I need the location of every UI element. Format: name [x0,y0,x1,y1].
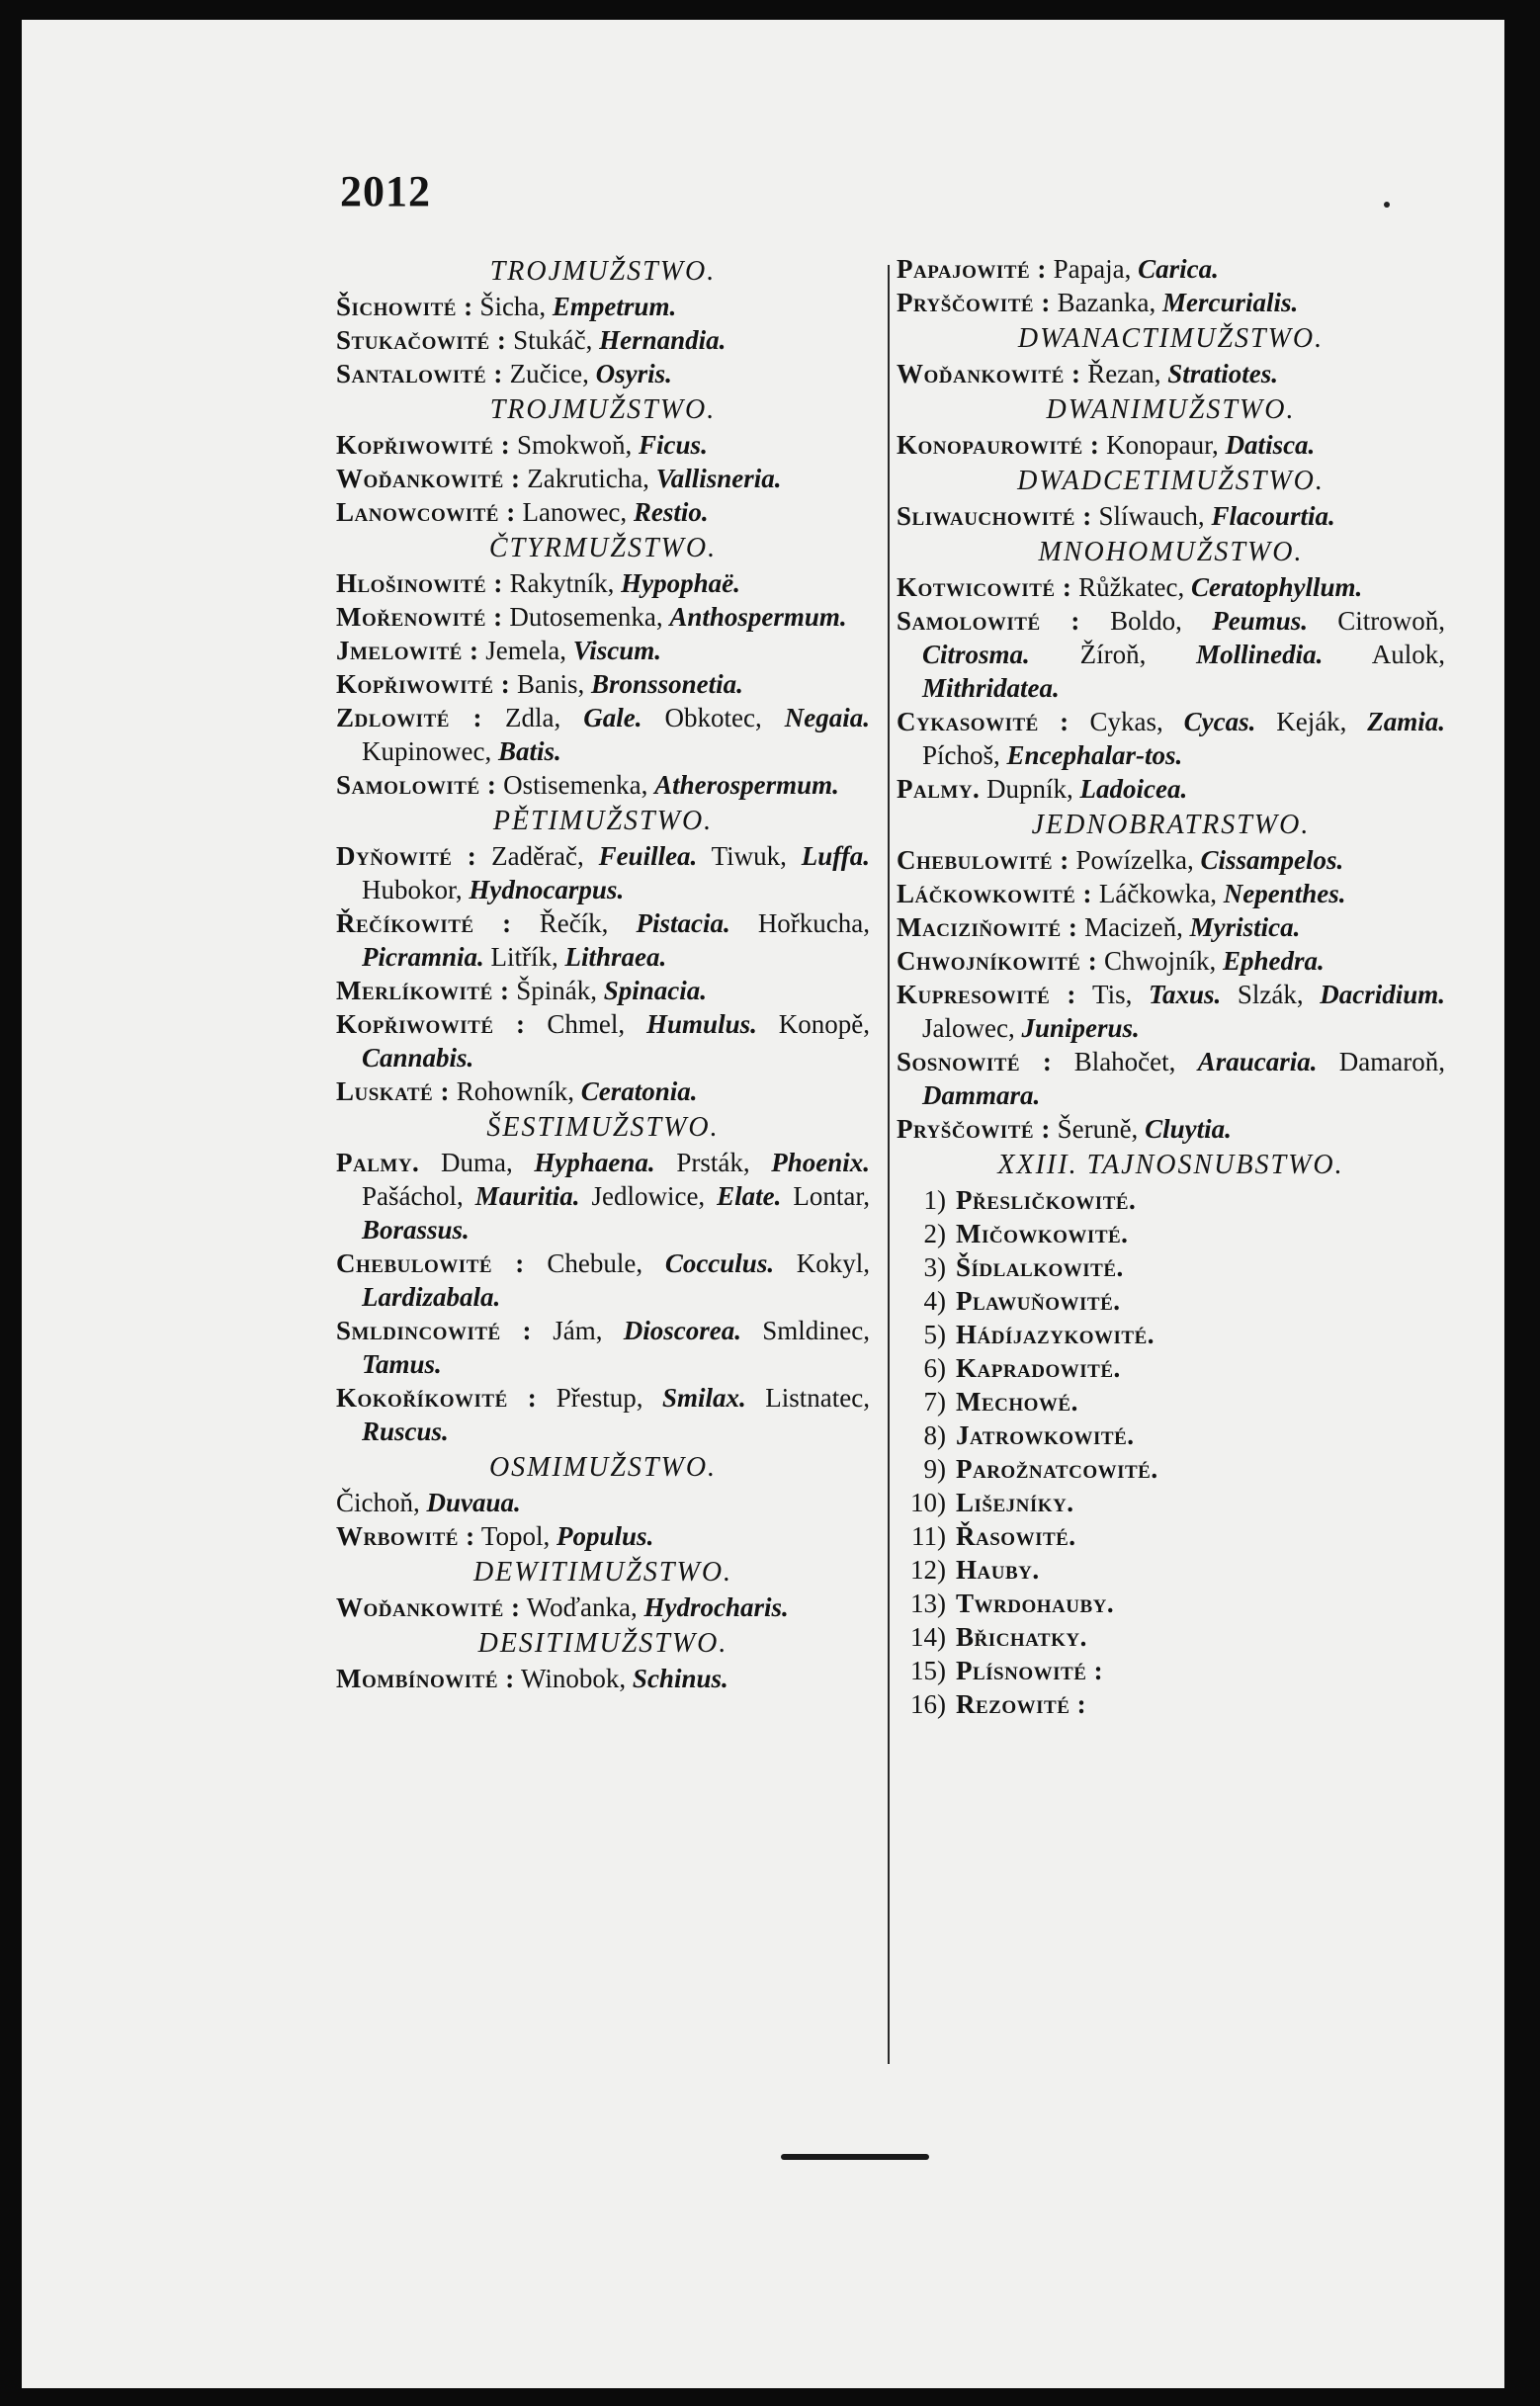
czech-name: Zdla, [504,703,561,732]
class-list-item [897,1620,1445,1654]
class-list-item [897,1452,1445,1486]
latin-genus: Taxus. [1148,980,1222,1009]
czech-name: Píchoš, [922,740,1000,770]
family-entry [897,944,1445,978]
latin-genus: Duvaua. [426,1488,521,1517]
ink-dot [1384,202,1390,208]
family-entry [897,499,1445,533]
czech-name: Jedlowice, [591,1181,706,1211]
family-entry [897,570,1445,604]
czech-name: Láčkowka, [1098,879,1218,908]
czech-name: Jám, [553,1316,603,1345]
latin-genus: Lardizabala. [362,1282,501,1312]
latin-genus: Spinacia. [603,976,708,1005]
class-list-item [897,1385,1445,1418]
czech-name: Duma, [440,1148,513,1177]
family-name: Mechowé. [956,1387,1078,1417]
latin-genus: Zamia. [1367,707,1446,736]
family-name: Mombínowité : [336,1664,515,1693]
family-name: Plawuňowité. [956,1286,1121,1316]
czech-name: Woďanka, [526,1592,638,1622]
czech-name: Rakytník, [509,568,615,598]
czech-name: Papaja, [1053,254,1132,284]
item-number: 2) [923,1219,946,1248]
family-name: Santalowité : [336,359,503,388]
item-number: 10) [910,1488,946,1517]
section-heading: PĚTIMUŽSTWO. [492,806,714,836]
family-entry [336,1007,870,1074]
item-number: 8) [923,1420,946,1450]
class-list-item [897,1217,1445,1250]
family-entry [336,1246,870,1314]
latin-genus: Lithraea. [564,942,667,972]
czech-name: Ostisemenka, [503,770,648,800]
book-page [22,20,1504,2388]
latin-genus: Ephedra. [1222,946,1325,976]
class-list-item [897,1587,1445,1620]
czech-name: Blahočet, [1073,1047,1176,1076]
family-entry [897,252,1445,286]
family-entry [897,286,1445,319]
family-name: Samolowité : [897,606,1080,636]
section-heading: ŠESTIMUŽSTWO. [486,1112,720,1143]
item-number: 15) [910,1656,946,1685]
czech-name: Špinák, [516,976,597,1005]
section-heading: JEDNOBRATRSTWO. [1031,810,1311,840]
class-list-item [897,1418,1445,1452]
latin-genus: Dioscorea. [623,1316,741,1345]
czech-name: Chebule, [547,1248,643,1278]
family-name: Lanowcowité : [336,497,516,527]
family-entry [897,705,1445,772]
latin-genus: Empetrum. [552,292,677,321]
family-entry [336,462,870,495]
class-list-item [897,1519,1445,1553]
family-name: Twrdohauby. [956,1589,1115,1618]
latin-genus: Viscum. [572,636,662,665]
czech-name: Listnatec, [765,1383,870,1413]
family-name: Kupresowité : [897,980,1076,1009]
czech-name: Jalowec, [922,1013,1015,1043]
czech-name: Konopaur, [1106,430,1219,460]
section-heading: DEWITIMUŽSTWO. [472,1557,733,1588]
latin-genus: Carica. [1138,254,1219,284]
latin-genus: Borassus. [362,1215,470,1245]
latin-genus: Ruscus. [362,1417,449,1446]
family-name: Pryščowité : [897,288,1051,317]
czech-name: Powízelka, [1075,845,1194,875]
latin-genus: Vallisneria. [655,464,782,493]
family-entry [336,323,870,357]
latin-genus: Mercurialis. [1162,288,1299,317]
family-entry [336,634,870,667]
czech-name: Tiwuk, [711,841,787,871]
latin-genus: Elate. [717,1181,782,1211]
latin-genus: Ficus. [639,430,708,460]
family-name: Smldincowité : [336,1316,532,1345]
czech-name: Slíwauch, [1098,501,1205,531]
family-name: Stukačowité : [336,325,507,355]
family-name: Hádíjazykowité. [956,1320,1155,1349]
class-list-item [897,1486,1445,1519]
class-list-item [897,1250,1445,1284]
item-number: 3) [923,1252,946,1282]
czech-name: Konopě, [778,1009,870,1039]
czech-name: Pašáchol, [362,1181,464,1211]
section-heading: DWANIMUŽSTWO. [1046,394,1296,425]
czech-name: Obkotec, [664,703,762,732]
item-number: 11) [911,1521,946,1551]
latin-genus: Osyris. [595,359,672,388]
latin-genus: Phoenix. [771,1148,870,1177]
czech-name: Boldo, [1110,606,1182,636]
czech-name: Banis, [517,669,585,699]
latin-genus: Nepenthes. [1223,879,1346,908]
family-name: Hlošinowité : [336,568,503,598]
latin-genus: Juniperus. [1021,1013,1140,1043]
latin-genus: Datisca. [1225,430,1316,460]
family-name: Luskaté : [336,1076,450,1106]
family-name: Rezowité : [956,1689,1087,1719]
item-number: 5) [923,1320,946,1349]
family-entry [336,566,870,600]
item-number: 13) [910,1589,946,1618]
family-entry [897,1112,1445,1146]
section-heading: XXIII. TAJNOSNUBSTWO. [997,1150,1344,1180]
czech-name: Hořkucha, [757,908,871,938]
family-name: Řečíkowité : [336,908,512,938]
family-name: Láčkowkowité : [897,879,1093,908]
czech-name: Hubokor, [362,875,463,904]
czech-name: Dutosemenka, [509,602,663,632]
latin-genus: Myristica. [1189,912,1301,942]
family-name: Kopřiwowité : [336,1009,526,1039]
latin-genus: Flacourtia. [1211,501,1335,531]
family-name: Šídlalkowité. [956,1252,1124,1282]
family-entry [897,877,1445,910]
family-name: Jatrowkowité. [956,1420,1135,1450]
family-name: Mořenowité : [336,602,503,632]
latin-genus: Smilax. [662,1383,746,1413]
item-number: 4) [923,1286,946,1316]
latin-genus: Citrosma. [922,640,1030,669]
czech-name: Bazanka, [1057,288,1156,317]
family-name: Samolowité : [336,770,497,800]
family-entry [897,978,1445,1045]
family-entry [336,1074,870,1108]
family-entry [897,604,1445,705]
czech-name: Zučice, [509,359,589,388]
item-number: 1) [923,1185,946,1215]
family-name: Chwojníkowité : [897,946,1098,976]
latin-genus: Hydnocarpus. [469,875,625,904]
czech-name: Dupník, [986,774,1073,804]
latin-genus: Cissampelos. [1200,845,1344,875]
family-name: Řasowité. [956,1521,1076,1551]
column-divider [888,265,890,2064]
czech-name: Aulok, [1371,640,1445,669]
latin-genus: Ceratophyllum. [1191,572,1363,602]
family-name: Hauby. [956,1555,1040,1585]
family-entry [336,1146,870,1246]
family-entry [336,701,870,768]
item-number: 6) [923,1353,946,1383]
czech-name: Smokwoň, [517,430,633,460]
czech-name: Šicha, [479,292,547,321]
latin-genus: Populus. [556,1521,654,1551]
latin-genus: Bronssonetia. [591,669,743,699]
family-name: Cykasowité : [897,707,1069,736]
family-entry [336,600,870,634]
section-heading: TROJMUŽSTWO. [489,394,717,425]
latin-genus: Araucaria. [1197,1047,1318,1076]
latin-genus: Pistacia. [636,908,730,938]
czech-name: Kokyl, [796,1248,871,1278]
family-name: Palmy. [897,774,981,804]
family-name: Břichatky. [956,1622,1087,1652]
family-name: Parožnatcowité. [956,1454,1158,1484]
czech-name: Winobok, [521,1664,627,1693]
czech-name: Řečík, [539,908,609,938]
family-name: Dyňowité : [336,841,477,871]
family-name: Chebulowité : [897,845,1069,875]
latin-genus: Ceratonia. [580,1076,698,1106]
family-entry [897,772,1445,806]
latin-genus: Negaia. [784,703,870,732]
family-name: Kopřiwowité : [336,669,511,699]
section-heading: DESITIMUŽSTWO. [477,1628,728,1659]
czech-name: Cykas, [1089,707,1163,736]
latin-genus: Gale. [583,703,642,732]
latin-genus: Dammara. [922,1080,1041,1110]
latin-genus: Encephalar-tos. [1006,740,1183,770]
family-name: Papajowité : [897,254,1047,284]
family-entry [336,290,870,323]
latin-genus: Feuillea. [598,841,698,871]
czech-name: Citrowoň, [1337,606,1446,636]
latin-genus: Humulus. [646,1009,757,1039]
czech-name: Šeruně, [1057,1114,1139,1144]
czech-name: Lontar, [793,1181,871,1211]
latin-genus: Atherospermum. [654,770,839,800]
family-entry [336,839,870,906]
czech-name: Zaděrač, [491,841,584,871]
family-name: Woďankowité : [336,464,521,493]
latin-genus: Mithridatea. [922,673,1060,703]
czech-name: Kupinowec, [362,736,492,766]
section-heading: ČTYRMUŽSTWO. [488,533,718,563]
czech-name: Lanowec, [522,497,628,527]
czech-name: Keják, [1276,707,1347,736]
family-entry [336,428,870,462]
czech-name: Tis, [1092,980,1133,1009]
czech-name: Růžkatec, [1078,572,1185,602]
czech-name: Čichoň, [336,1488,420,1517]
latin-genus: Stratiotes. [1167,359,1278,388]
czech-name: Topol, [480,1521,551,1551]
family-entry [336,1381,870,1448]
family-entry [336,768,870,802]
latin-genus: Picramnia. [362,942,484,972]
family-entry [897,1045,1445,1112]
class-list-item [897,1654,1445,1687]
czech-name: Jemela, [485,636,567,665]
czech-name: Litřík, [490,942,558,972]
family-name: Merlíkowité : [336,976,510,1005]
item-number: 14) [910,1622,946,1652]
family-name: Zdlowité : [336,703,482,732]
family-name: Kapradowité. [956,1353,1121,1383]
latin-genus: Cocculus. [664,1248,775,1278]
class-list-item [897,1687,1445,1721]
family-name: Kokoříkowité : [336,1383,538,1413]
item-number: 16) [910,1689,946,1719]
czech-name: Chwojník, [1103,946,1217,976]
family-name: Šichowité : [336,292,473,321]
family-name: Woďankowité : [336,1592,521,1622]
family-entry [336,1590,870,1624]
family-name: Woďankowité : [897,359,1081,388]
latin-genus: Hernandia. [599,325,727,355]
czech-name: Rohowník, [456,1076,574,1106]
latin-genus: Restio. [633,497,709,527]
latin-genus: Peumus. [1212,606,1308,636]
latin-genus: Dacridium. [1320,980,1445,1009]
latin-genus: Ladoicea. [1079,774,1188,804]
item-number: 12) [910,1555,946,1585]
family-entry [336,1519,870,1553]
czech-name: Řezan, [1087,359,1161,388]
family-name: Sosnowité : [897,1047,1053,1076]
family-entry [336,1662,870,1695]
czech-name: Žíroň, [1079,640,1147,669]
family-name: Pryščowité : [897,1114,1051,1144]
family-name: Kopřiwowité : [336,430,511,460]
family-name: Přesličkowité. [956,1185,1137,1215]
family-entry [336,906,870,974]
czech-name: Stukáč, [513,325,593,355]
czech-name: Chmel, [547,1009,626,1039]
family-entry [897,428,1445,462]
right-column [897,252,1445,1721]
family-name: Konopaurowité : [897,430,1100,460]
czech-name: Damaroň, [1338,1047,1445,1076]
family-entry [336,667,870,701]
class-list-item [897,1351,1445,1385]
latin-genus: Mollinedia. [1196,640,1324,669]
family-name: Lišejníky. [956,1488,1074,1517]
family-name: Chebulowité : [336,1248,525,1278]
latin-genus: Tamus. [362,1349,442,1379]
family-entry [897,910,1445,944]
left-column [336,252,870,1695]
page-number: 2012 [340,167,431,215]
item-number: 9) [923,1454,946,1484]
latin-genus: Hypophaë. [621,568,740,598]
family-name: Maciziňowité : [897,912,1078,942]
czech-name: Macizeň, [1084,912,1183,942]
czech-name: Slzák, [1237,980,1304,1009]
czech-name: Smldinec, [762,1316,870,1345]
family-name: Plísnowité : [956,1656,1104,1685]
latin-genus: Cannabis. [362,1043,474,1073]
family-entry [336,495,870,529]
family-name: Kotwicowité : [897,572,1072,602]
item-number: 7) [923,1387,946,1417]
family-name: Jmelowité : [336,636,479,665]
section-heading: DWADCETIMUŽSTWO. [1017,466,1325,496]
class-list-item [897,1284,1445,1318]
family-name: Wrbowité : [336,1521,475,1551]
family-name: Palmy. [336,1148,420,1177]
class-list-item [897,1183,1445,1217]
latin-genus: Luffa. [801,841,871,871]
czech-name: Přestup, [556,1383,643,1413]
family-entry [336,1314,870,1381]
section-heading: OSMIMUŽSTWO. [488,1452,718,1483]
family-entry [336,974,870,1007]
latin-genus: Anthospermum. [669,602,847,632]
czech-name: Zakruticha, [527,464,649,493]
latin-genus: Batis. [497,736,561,766]
section-heading: DWANACTIMUŽSTWO. [1017,323,1325,354]
latin-genus: Cluytia. [1145,1114,1232,1144]
family-entry [897,357,1445,390]
family-entry [897,843,1445,877]
family-name: Sliwauchowité : [897,501,1092,531]
class-list-item [897,1553,1445,1587]
latin-genus: Mauritia. [474,1181,580,1211]
family-entry [336,1486,870,1519]
czech-name: Prsták, [676,1148,750,1177]
bottom-rule [781,2154,929,2160]
latin-genus: Schinus. [632,1664,728,1693]
section-heading: MNOHOMUŽSTWO. [1038,537,1304,567]
family-name: Mičowkowité. [956,1219,1129,1248]
family-entry [336,357,870,390]
latin-genus: Cycas. [1183,707,1256,736]
class-list-item [897,1318,1445,1351]
latin-genus: Hydrocharis. [643,1592,789,1622]
latin-genus: Hyphaena. [534,1148,655,1177]
section-heading: TROJMUŽSTWO. [489,256,717,287]
